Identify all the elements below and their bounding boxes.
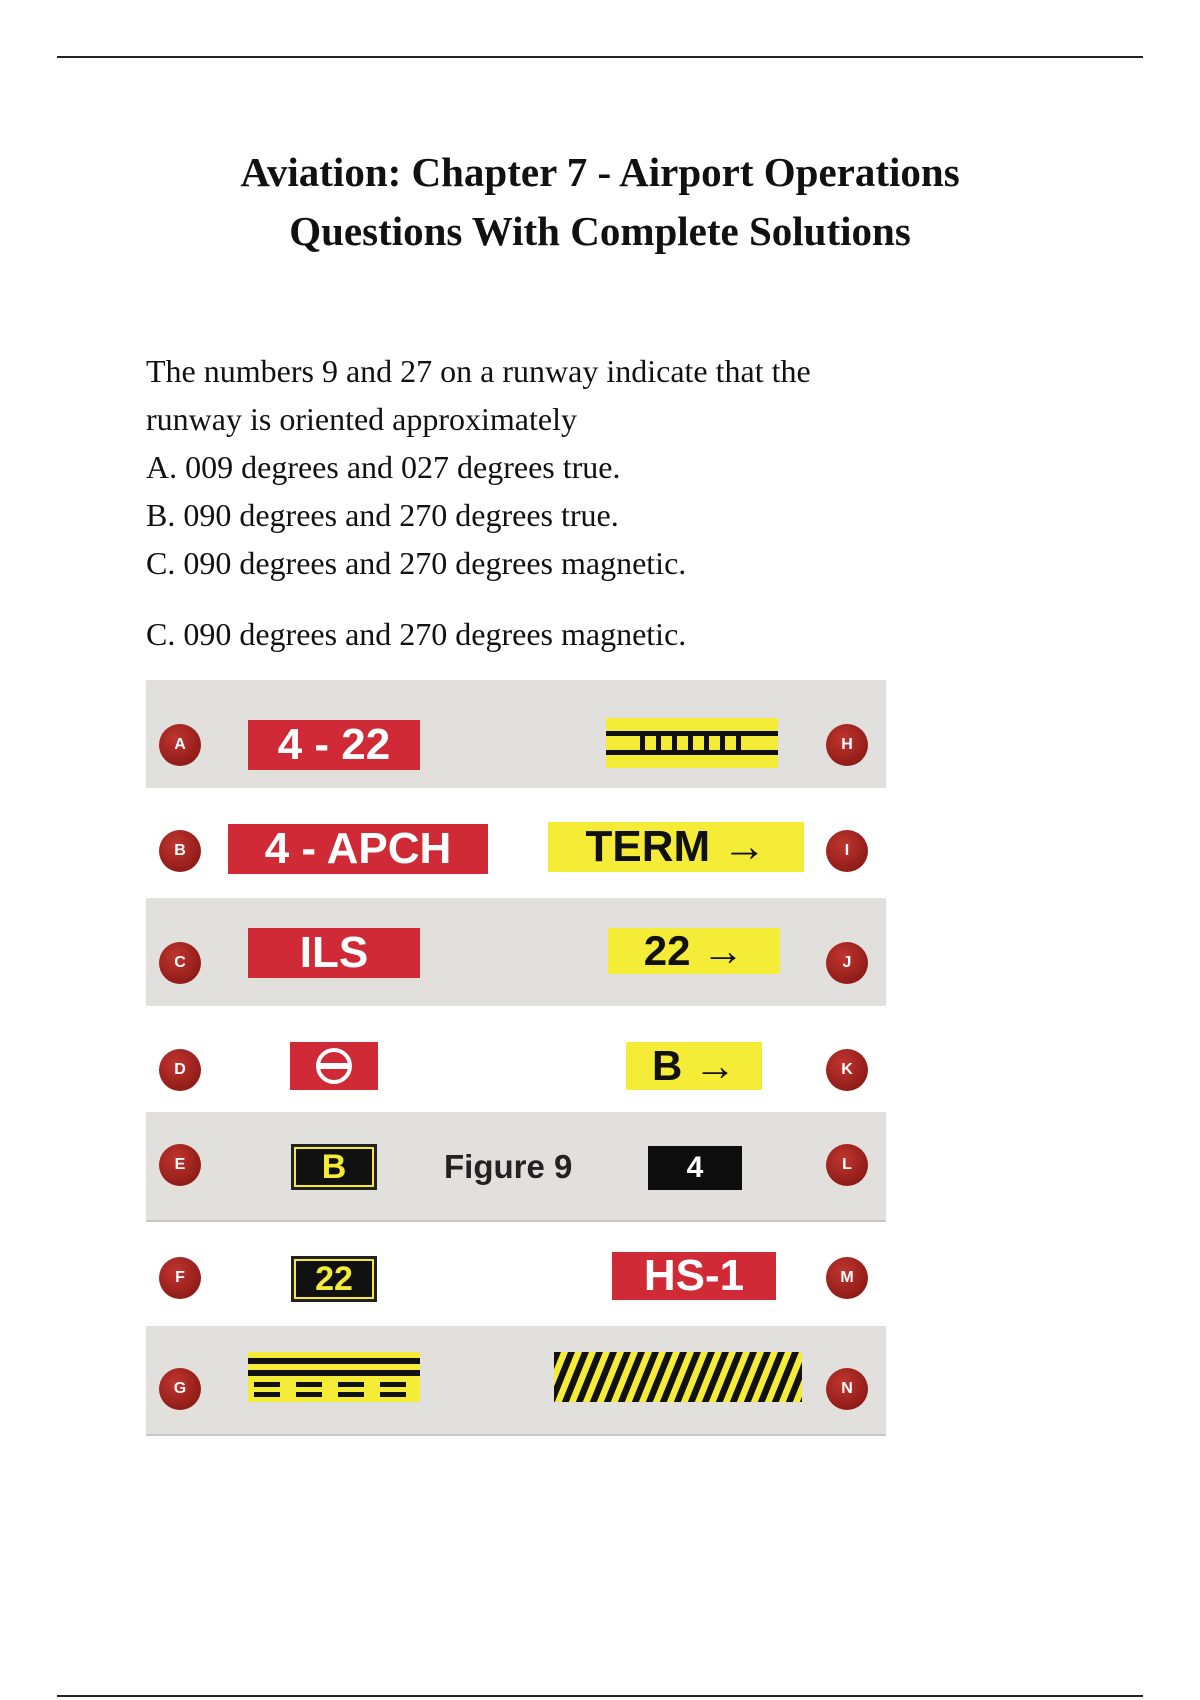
no-entry-icon	[290, 1042, 378, 1090]
marker-c: C	[159, 942, 201, 984]
answer-text: C. 090 degrees and 270 degrees magnetic.	[146, 616, 687, 652]
figure-row-4	[146, 1006, 886, 1114]
sign-a-runway-4-22: 4 - 22	[248, 720, 420, 770]
marker-a: A	[159, 724, 201, 766]
page-title	[0, 143, 1200, 261]
figure-row-5	[146, 1112, 886, 1222]
marker-b: B	[159, 830, 201, 872]
sign-i-terminal-direction: TERM →	[548, 822, 804, 872]
marker-g: G	[159, 1368, 201, 1410]
marker-d: D	[159, 1049, 201, 1091]
sign-e-taxiway-location: B	[291, 1144, 377, 1190]
question-line: runway is oriented approximately	[146, 401, 577, 437]
question-block	[146, 347, 946, 587]
sign-j-runway-direction: 22 →	[608, 928, 780, 974]
question-line: The numbers 9 and 27 on a runway indicate that the	[146, 353, 811, 389]
figure-row-2	[146, 788, 886, 896]
figure-row-7	[146, 1326, 886, 1436]
title-line-2: Questions With Complete Solutions	[289, 208, 911, 254]
figure-row-1	[146, 680, 886, 790]
option-b: B. 090 degrees and 270 degrees true.	[146, 497, 619, 533]
sign-c-ils-critical-area: ILS	[248, 928, 420, 978]
bottom-rule	[57, 1695, 1143, 1697]
marker-m: M	[826, 1257, 868, 1299]
option-a: A. 009 degrees and 027 degrees true.	[146, 449, 621, 485]
top-rule	[57, 56, 1143, 58]
figure-9-airport-signs	[146, 680, 886, 1438]
figure-caption: Figure 9	[444, 1148, 573, 1185]
figure-row-6	[146, 1222, 886, 1330]
sign-k-taxiway-direction: B →	[626, 1042, 762, 1090]
marker-h: H	[826, 724, 868, 766]
marker-n: N	[826, 1368, 868, 1410]
marker-e: E	[159, 1144, 201, 1186]
marker-j: J	[826, 942, 868, 984]
marker-f: F	[159, 1257, 201, 1299]
marker-i: I	[826, 830, 868, 872]
hazard-stripes-icon	[554, 1352, 802, 1402]
holding-position-marking-icon	[248, 1352, 420, 1402]
ils-hold-marking-icon	[606, 718, 778, 768]
sign-f-runway-location: 22	[291, 1256, 377, 1302]
option-c: C. 090 degrees and 270 degrees magnetic.	[146, 545, 687, 581]
sign-b-approach-area: 4 - APCH	[228, 824, 488, 874]
sign-m-hot-spot: HS-1	[612, 1252, 776, 1300]
title-line-1: Aviation: Chapter 7 - Airport Operations	[240, 149, 960, 195]
marker-k: K	[826, 1049, 868, 1091]
sign-l-runway-distance-remaining: 4	[648, 1146, 742, 1190]
marker-l: L	[826, 1144, 868, 1186]
figure-row-3	[146, 898, 886, 1008]
